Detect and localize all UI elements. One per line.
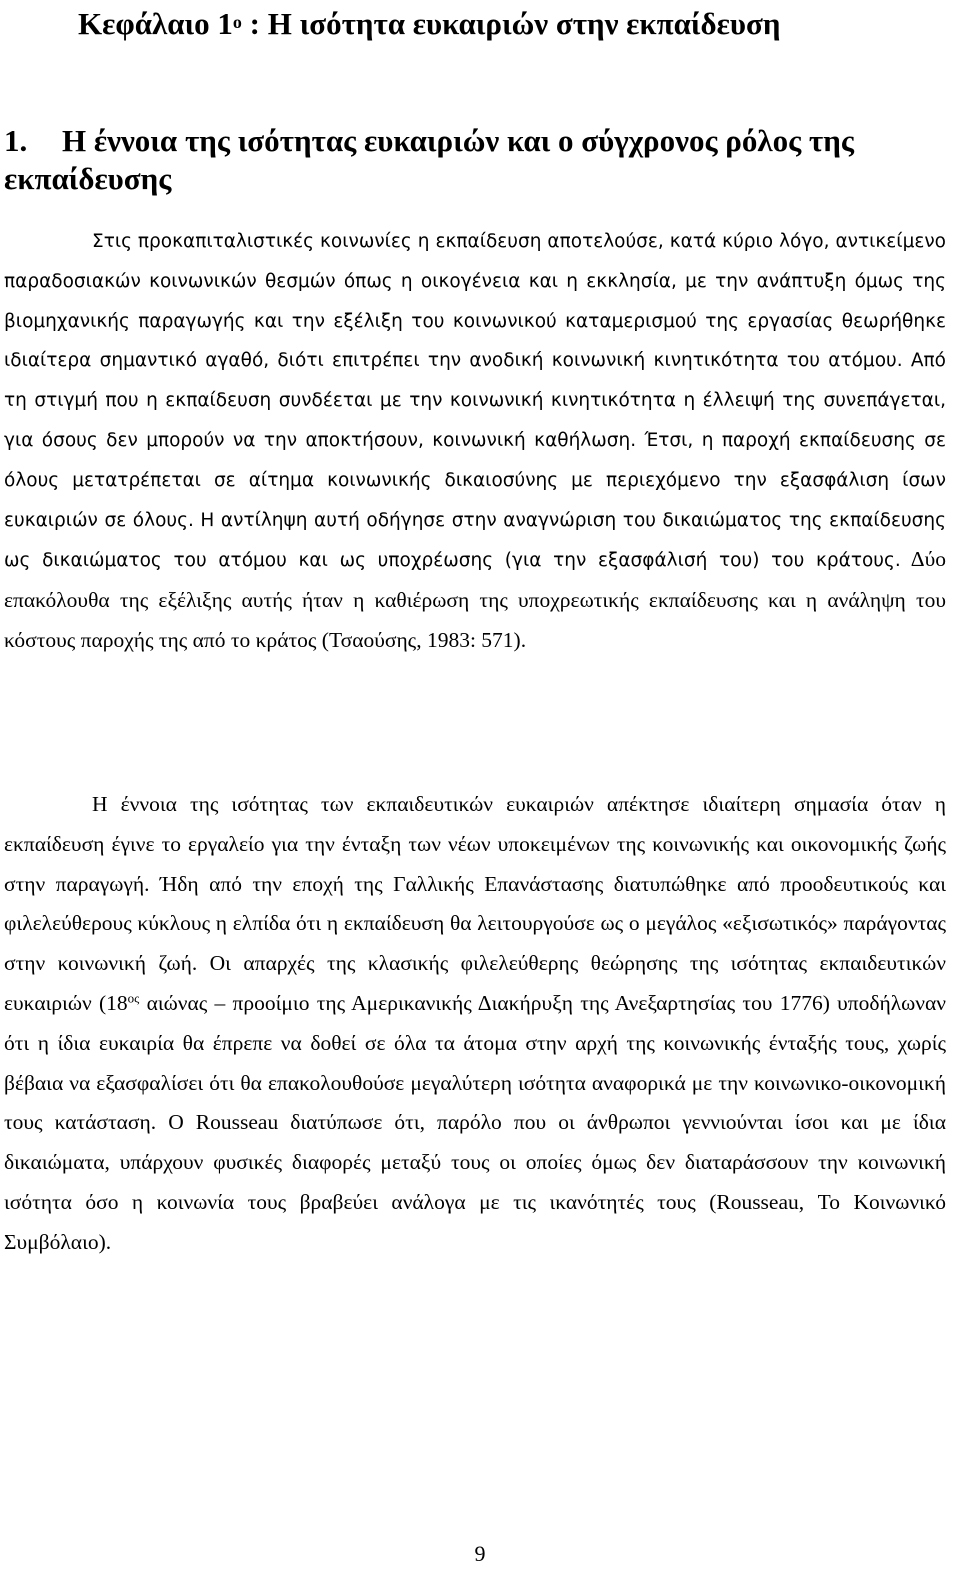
paragraph-2-text-cont: αιώνας – προοίμιο της Αμερικανικής Διακήρυξη της Ανεξαρτησίας του 1776) υποδήλωναν ότι η ίδια ευκαιρία θα έπρεπε να δοθεί σε όλα τα άτομα στην αρχή της κοινωνικής ένταξής τους, χωρίς βέβαια να εξασφαλίσει ότι θα επακολουθούσε μεγαλύτερη ισότητα αναφορικά με την κοινωνικο-οικονομική τους κατάσταση.	[4, 990, 947, 1135]
paragraph-1-text: Στις προκαπιταλιστικές κοινωνίες η εκπαίδευση αποτελούσε, κατά κύριο λόγο, αντικείμενο παραδοσιακών κοινωνικών θεσμών όπως η οικογένεια και η εκκλησία, με την ανάπτυξη όμως της βιομηχανικής παραγωγής και την εξέλιξη του κοινωνικού καταμερισμού της εργασίας θεωρήθηκε ιδιαίτερα σημαντικό αγαθό, διότι επιτρέπει την ανοδική κοινωνική κινητικότητα του ατόμου. Από τη στιγμή που η εκπαίδευση συνδέεται με την κοινωνική κινητικότητα η έλλειψή της συνεπάγεται, για όσους δεν μπορούν να την αποκτήσουν, κοινωνική καθήλωση. Έτσι, η παροχή εκπαίδευσης σε όλους μετατρέπεται σε αίτημα κοινωνικής δικαιοσύνης με περιεχόμενο την εξασφάλιση ίσων ευκαιριών σε όλους. Η αντίληψη αυτή οδήγησε στην αναγνώριση του δικαιώματος της εκπαίδευσης ως δικαιώματος του ατόμου και ως υποχρέωσης (για την εξασφάλισή του) του κράτους.	[4, 231, 946, 572]
section-title: Η έννοια της ισότητας ευκαιριών και ο σύγχρονος ρόλος της εκπαίδευσης	[4, 123, 854, 196]
paragraph-2-text: Η έννοια της ισότητας των εκπαιδευτικών ευκαιριών απέκτησε ιδιαίτερη σημασία όταν η εκπαίδευση έγινε το εργαλείο για την ένταξη των νέων υποκειμένων της κοινωνικής και οικονομικής ζωής στην παραγωγή. Ήδη από την εποχή της Γαλλικής Επανάστασης διατυπώθηκε από προοδευτικούς και φιλελεύθερους κύκλους η ελπίδα ότι η εκπαίδευση θα λειτουργούσε ως ο μεγάλος «εξισωτικός» παράγοντας στην κοινωνική ζωή. Οι απαρχές της κλασικής φιλελεύθερης θεώρησης της ισότητας εκπαιδευτικών ευκαιριών (18	[4, 792, 946, 1015]
section-heading	[4, 122, 944, 198]
chapter-title-subtitle: : Η ισότητα ευκαιριών στην εκπαίδευση	[241, 6, 781, 41]
paragraph-2-rousseau-text: Ο Rousseau διατύπωσε ότι, παρόλο που οι άνθρωποι γεννιούνται ίσοι και με ίδια δικαιώματα, υπάρχουν φυσικές διαφορές μεταξύ τους οι οποίες όμως δεν διαταράσσουν την κοινωνική ισότητα όσο η κοινωνία τους βραβεύει ανάλογα με τις ικανότητές τους	[4, 1110, 946, 1214]
paragraph-2-citation: (Rousseau, Το Κοινωνικό Συμβόλαιο).	[4, 1189, 947, 1254]
chapter-title-superscript: ο	[232, 12, 242, 32]
paragraph-1-citation-text: Δύο επακόλουθα της εξέλιξης αυτής ήταν η καθιέρωση της υποχρεωτικής εκπαίδευσης και η ανάληψη του κόστους παροχής της από το κράτος (Τσαούσης, 1983: 571).	[4, 547, 946, 652]
paragraph-2	[4, 785, 946, 1263]
paragraph-1	[4, 222, 946, 661]
chapter-title	[78, 2, 938, 46]
century-superscript: ος	[127, 990, 140, 1006]
section-number: 1.	[4, 123, 28, 158]
chapter-title-text: Κεφάλαιο 1	[78, 6, 233, 41]
page-number: 9	[474, 1541, 486, 1566]
